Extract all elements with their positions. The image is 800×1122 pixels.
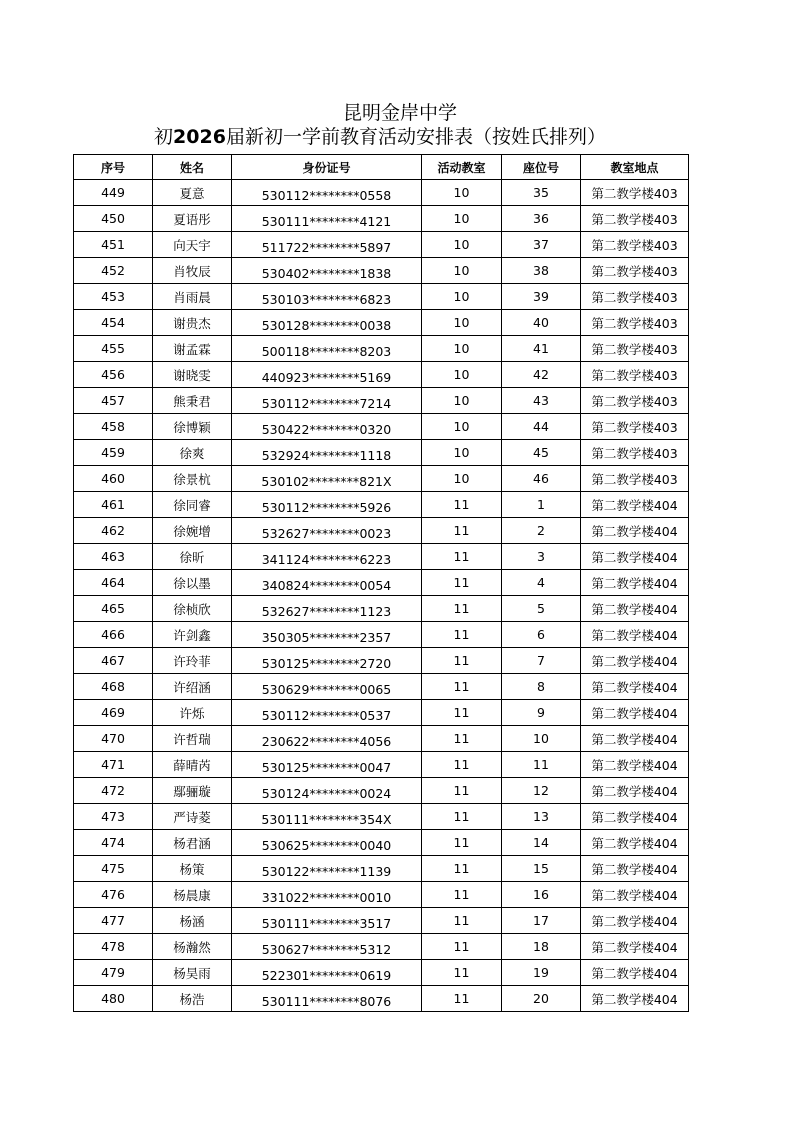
cell-classroom: 10 xyxy=(422,284,502,310)
cell-seat: 14 xyxy=(502,830,581,856)
cell-name: 徐景杭 xyxy=(153,466,232,492)
cell-seq: 450 xyxy=(74,206,153,232)
table-row xyxy=(74,700,689,726)
table-row xyxy=(74,388,689,414)
cell-seat: 18 xyxy=(502,934,581,960)
cell-classroom: 11 xyxy=(422,700,502,726)
cell-name: 许烁 xyxy=(153,700,232,726)
cell-id xyxy=(232,518,422,544)
cell-seq: 457 xyxy=(74,388,153,414)
cell-id xyxy=(232,570,422,596)
id-number-text: 532627********0023 xyxy=(261,526,392,541)
table-row xyxy=(74,778,689,804)
cell-seq: 461 xyxy=(74,492,153,518)
cell-seq: 455 xyxy=(74,336,153,362)
cell-name: 谢贵杰 xyxy=(153,310,232,336)
cell-name: 鄢骊璇 xyxy=(153,778,232,804)
table-row xyxy=(74,934,689,960)
cell-name: 杨瀚然 xyxy=(153,934,232,960)
cell-name: 徐昕 xyxy=(153,544,232,570)
cell-classroom: 11 xyxy=(422,882,502,908)
cell-id xyxy=(232,908,422,934)
cell-name: 向天宇 xyxy=(153,232,232,258)
cell-id xyxy=(232,180,422,206)
cell-id xyxy=(232,648,422,674)
id-number-text: 500118********8203 xyxy=(261,344,392,359)
cell-classroom: 11 xyxy=(422,778,502,804)
table-body xyxy=(74,180,689,1012)
id-number-text: 341124********6223 xyxy=(261,552,392,567)
cell-name: 许绍涵 xyxy=(153,674,232,700)
cell-classroom: 10 xyxy=(422,310,502,336)
cell-location: 第二教学楼403 xyxy=(581,466,689,492)
cell-seat: 38 xyxy=(502,258,581,284)
cell-seat: 36 xyxy=(502,206,581,232)
id-number-text: 530112********0537 xyxy=(261,708,392,723)
cell-id xyxy=(232,492,422,518)
id-number-text: 530111********354X xyxy=(261,812,392,827)
cell-name: 许剑鑫 xyxy=(153,622,232,648)
column-header-location: 教室地点 xyxy=(581,155,689,180)
table-row xyxy=(74,570,689,596)
id-number-text: 530128********0038 xyxy=(261,318,392,333)
cell-seq: 475 xyxy=(74,856,153,882)
id-number-text: 440923********5169 xyxy=(261,370,392,385)
cell-classroom: 10 xyxy=(422,180,502,206)
cell-location: 第二教学楼404 xyxy=(581,960,689,986)
cell-seq: 458 xyxy=(74,414,153,440)
cell-seat: 41 xyxy=(502,336,581,362)
cell-location: 第二教学楼403 xyxy=(581,414,689,440)
cell-seat: 7 xyxy=(502,648,581,674)
cell-seq: 463 xyxy=(74,544,153,570)
column-header-name: 姓名 xyxy=(153,155,232,180)
cell-classroom: 11 xyxy=(422,726,502,752)
cell-name: 严诗菱 xyxy=(153,804,232,830)
cell-seat: 13 xyxy=(502,804,581,830)
cell-seq: 479 xyxy=(74,960,153,986)
title-year: 2026 xyxy=(173,126,226,148)
cell-id xyxy=(232,440,422,466)
cell-location: 第二教学楼404 xyxy=(581,700,689,726)
cell-seat: 45 xyxy=(502,440,581,466)
title-prefix: 初 xyxy=(154,126,174,148)
cell-name: 徐以墨 xyxy=(153,570,232,596)
cell-seq: 477 xyxy=(74,908,153,934)
cell-seq: 466 xyxy=(74,622,153,648)
cell-seq: 452 xyxy=(74,258,153,284)
cell-seat: 6 xyxy=(502,622,581,648)
cell-classroom: 11 xyxy=(422,518,502,544)
column-header-classroom: 活动教室 xyxy=(422,155,502,180)
table-header-row xyxy=(74,155,689,180)
cell-id xyxy=(232,674,422,700)
cell-classroom: 10 xyxy=(422,258,502,284)
cell-location: 第二教学楼404 xyxy=(581,986,689,1012)
cell-location: 第二教学楼403 xyxy=(581,180,689,206)
cell-classroom: 11 xyxy=(422,622,502,648)
cell-seat: 9 xyxy=(502,700,581,726)
cell-seat: 44 xyxy=(502,414,581,440)
cell-name: 夏意 xyxy=(153,180,232,206)
cell-seq: 472 xyxy=(74,778,153,804)
cell-id xyxy=(232,778,422,804)
cell-seq: 467 xyxy=(74,648,153,674)
table-row xyxy=(74,830,689,856)
id-number-text: 530111********4121 xyxy=(261,214,392,229)
id-number-text: 530625********0040 xyxy=(261,838,392,853)
cell-location: 第二教学楼403 xyxy=(581,362,689,388)
cell-classroom: 11 xyxy=(422,804,502,830)
id-number-text: 511722********5897 xyxy=(261,240,392,255)
cell-classroom: 11 xyxy=(422,752,502,778)
cell-id xyxy=(232,804,422,830)
table-row xyxy=(74,856,689,882)
table-row xyxy=(74,882,689,908)
cell-name: 杨浩 xyxy=(153,986,232,1012)
cell-id xyxy=(232,960,422,986)
cell-seq: 480 xyxy=(74,986,153,1012)
cell-location: 第二教学楼404 xyxy=(581,648,689,674)
cell-name: 许哲瑞 xyxy=(153,726,232,752)
cell-seat: 42 xyxy=(502,362,581,388)
cell-id xyxy=(232,544,422,570)
cell-name: 徐同睿 xyxy=(153,492,232,518)
cell-name: 谢晓雯 xyxy=(153,362,232,388)
table-row xyxy=(74,284,689,310)
cell-seat: 11 xyxy=(502,752,581,778)
cell-id xyxy=(232,986,422,1012)
id-number-text: 230622********4056 xyxy=(261,734,392,749)
student-roster-table xyxy=(73,154,689,1012)
cell-seat: 10 xyxy=(502,726,581,752)
cell-seq: 476 xyxy=(74,882,153,908)
cell-classroom: 10 xyxy=(422,440,502,466)
cell-seq: 460 xyxy=(74,466,153,492)
cell-classroom: 10 xyxy=(422,466,502,492)
cell-classroom: 11 xyxy=(422,674,502,700)
cell-classroom: 11 xyxy=(422,856,502,882)
id-number-text: 530125********0047 xyxy=(261,760,392,775)
cell-seq: 471 xyxy=(74,752,153,778)
cell-seat: 39 xyxy=(502,284,581,310)
cell-id xyxy=(232,700,422,726)
table-row xyxy=(74,596,689,622)
id-number-text: 530627********5312 xyxy=(261,942,392,957)
cell-location: 第二教学楼404 xyxy=(581,544,689,570)
table-row xyxy=(74,544,689,570)
table-row xyxy=(74,960,689,986)
id-number-text: 530629********0065 xyxy=(261,682,392,697)
table-row xyxy=(74,986,689,1012)
id-number-text: 530124********0024 xyxy=(261,786,392,801)
cell-id xyxy=(232,934,422,960)
cell-seq: 451 xyxy=(74,232,153,258)
cell-name: 徐博颖 xyxy=(153,414,232,440)
cell-classroom: 10 xyxy=(422,414,502,440)
cell-location: 第二教学楼403 xyxy=(581,440,689,466)
cell-seq: 456 xyxy=(74,362,153,388)
table-row xyxy=(74,518,689,544)
cell-location: 第二教学楼403 xyxy=(581,232,689,258)
cell-location: 第二教学楼404 xyxy=(581,674,689,700)
cell-name: 徐爽 xyxy=(153,440,232,466)
cell-name: 杨策 xyxy=(153,856,232,882)
cell-location: 第二教学楼404 xyxy=(581,752,689,778)
table-row xyxy=(74,440,689,466)
cell-id xyxy=(232,752,422,778)
cell-seq: 468 xyxy=(74,674,153,700)
cell-name: 夏语彤 xyxy=(153,206,232,232)
id-number-text: 530112********7214 xyxy=(261,396,392,411)
cell-location: 第二教学楼404 xyxy=(581,830,689,856)
cell-classroom: 10 xyxy=(422,232,502,258)
cell-seq: 454 xyxy=(74,310,153,336)
cell-seat: 46 xyxy=(502,466,581,492)
id-number-text: 530111********8076 xyxy=(261,994,392,1009)
cell-name: 肖牧辰 xyxy=(153,258,232,284)
table-row xyxy=(74,674,689,700)
cell-classroom: 11 xyxy=(422,648,502,674)
cell-classroom: 11 xyxy=(422,908,502,934)
table-row xyxy=(74,336,689,362)
table-row xyxy=(74,466,689,492)
cell-name: 杨昊雨 xyxy=(153,960,232,986)
cell-location: 第二教学楼404 xyxy=(581,726,689,752)
table-row xyxy=(74,752,689,778)
cell-classroom: 10 xyxy=(422,388,502,414)
id-number-text: 530103********6823 xyxy=(261,292,392,307)
cell-name: 杨君涵 xyxy=(153,830,232,856)
cell-name: 谢孟霖 xyxy=(153,336,232,362)
cell-id xyxy=(232,414,422,440)
cell-seq: 462 xyxy=(74,518,153,544)
cell-classroom: 11 xyxy=(422,960,502,986)
cell-name: 许玲菲 xyxy=(153,648,232,674)
cell-classroom: 11 xyxy=(422,830,502,856)
table-row xyxy=(74,648,689,674)
cell-seat: 3 xyxy=(502,544,581,570)
cell-seq: 459 xyxy=(74,440,153,466)
cell-name: 杨晨康 xyxy=(153,882,232,908)
id-number-text: 331022********0010 xyxy=(261,890,392,905)
cell-id xyxy=(232,258,422,284)
cell-id xyxy=(232,284,422,310)
cell-name: 薛晴芮 xyxy=(153,752,232,778)
cell-classroom: 11 xyxy=(422,596,502,622)
cell-seat: 20 xyxy=(502,986,581,1012)
cell-classroom: 11 xyxy=(422,492,502,518)
cell-id xyxy=(232,388,422,414)
cell-seat: 19 xyxy=(502,960,581,986)
cell-id xyxy=(232,232,422,258)
cell-id xyxy=(232,336,422,362)
cell-seat: 2 xyxy=(502,518,581,544)
cell-seq: 474 xyxy=(74,830,153,856)
cell-location: 第二教学楼404 xyxy=(581,934,689,960)
cell-seq: 465 xyxy=(74,596,153,622)
cell-name: 杨涵 xyxy=(153,908,232,934)
school-name: 昆明金岸中学 xyxy=(342,102,457,124)
id-number-text: 532627********1123 xyxy=(261,604,392,619)
cell-seat: 37 xyxy=(502,232,581,258)
cell-seat: 16 xyxy=(502,882,581,908)
cell-id xyxy=(232,466,422,492)
table-row xyxy=(74,726,689,752)
cell-seq: 453 xyxy=(74,284,153,310)
id-number-text: 530111********3517 xyxy=(261,916,392,931)
id-number-text: 350305********2357 xyxy=(261,630,392,645)
table-row xyxy=(74,492,689,518)
cell-location: 第二教学楼404 xyxy=(581,778,689,804)
cell-classroom: 11 xyxy=(422,934,502,960)
cell-seat: 15 xyxy=(502,856,581,882)
cell-classroom: 10 xyxy=(422,336,502,362)
cell-location: 第二教学楼404 xyxy=(581,908,689,934)
id-number-text: 530112********0558 xyxy=(261,188,392,203)
cell-location: 第二教学楼404 xyxy=(581,804,689,830)
cell-seat: 43 xyxy=(502,388,581,414)
cell-id xyxy=(232,830,422,856)
cell-seat: 35 xyxy=(502,180,581,206)
cell-id xyxy=(232,206,422,232)
cell-seq: 478 xyxy=(74,934,153,960)
cell-id xyxy=(232,622,422,648)
cell-location: 第二教学楼403 xyxy=(581,258,689,284)
cell-location: 第二教学楼404 xyxy=(581,622,689,648)
table-row xyxy=(74,180,689,206)
cell-location: 第二教学楼403 xyxy=(581,388,689,414)
column-header-id: 身份证号 xyxy=(232,155,422,180)
cell-location: 第二教学楼403 xyxy=(581,310,689,336)
id-number-text: 340824********0054 xyxy=(261,578,392,593)
id-number-text: 530125********2720 xyxy=(261,656,392,671)
cell-classroom: 11 xyxy=(422,570,502,596)
cell-seat: 5 xyxy=(502,596,581,622)
column-header-seq: 序号 xyxy=(74,155,153,180)
cell-seq: 449 xyxy=(74,180,153,206)
cell-id xyxy=(232,310,422,336)
cell-id xyxy=(232,362,422,388)
table-row xyxy=(74,232,689,258)
cell-name: 熊秉君 xyxy=(153,388,232,414)
cell-id xyxy=(232,882,422,908)
cell-seq: 464 xyxy=(74,570,153,596)
id-number-text: 530102********821X xyxy=(261,474,392,489)
id-number-text: 522301********0619 xyxy=(261,968,392,983)
cell-location: 第二教学楼403 xyxy=(581,336,689,362)
table-row xyxy=(74,310,689,336)
cell-seat: 12 xyxy=(502,778,581,804)
cell-id xyxy=(232,726,422,752)
cell-seat: 4 xyxy=(502,570,581,596)
cell-classroom: 10 xyxy=(422,362,502,388)
document-title xyxy=(0,124,760,150)
table-row xyxy=(74,258,689,284)
title-suffix: 届新初一学前教育活动安排表（按姓氏排列） xyxy=(225,126,606,148)
table-row xyxy=(74,908,689,934)
cell-location: 第二教学楼403 xyxy=(581,284,689,310)
table-row xyxy=(74,414,689,440)
cell-classroom: 10 xyxy=(422,206,502,232)
table-row xyxy=(74,804,689,830)
id-number-text: 530402********1838 xyxy=(261,266,392,281)
table-row xyxy=(74,362,689,388)
cell-id xyxy=(232,596,422,622)
cell-location: 第二教学楼404 xyxy=(581,492,689,518)
cell-seat: 17 xyxy=(502,908,581,934)
cell-location: 第二教学楼404 xyxy=(581,518,689,544)
cell-location: 第二教学楼404 xyxy=(581,882,689,908)
id-number-text: 532924********1118 xyxy=(261,448,392,463)
cell-name: 徐婉增 xyxy=(153,518,232,544)
id-number-text: 530422********0320 xyxy=(261,422,392,437)
cell-classroom: 11 xyxy=(422,544,502,570)
cell-id xyxy=(232,856,422,882)
id-number-text: 530112********5926 xyxy=(261,500,392,515)
cell-location: 第二教学楼403 xyxy=(581,206,689,232)
cell-classroom: 11 xyxy=(422,986,502,1012)
cell-seq: 473 xyxy=(74,804,153,830)
cell-location: 第二教学楼404 xyxy=(581,856,689,882)
cell-location: 第二教学楼404 xyxy=(581,570,689,596)
column-header-seat: 座位号 xyxy=(502,155,581,180)
cell-name: 肖雨晨 xyxy=(153,284,232,310)
cell-seq: 470 xyxy=(74,726,153,752)
table-row xyxy=(74,206,689,232)
cell-name: 徐桢欣 xyxy=(153,596,232,622)
id-number-text: 530122********1139 xyxy=(261,864,392,879)
table-row xyxy=(74,622,689,648)
cell-seat: 8 xyxy=(502,674,581,700)
cell-seq: 469 xyxy=(74,700,153,726)
cell-location: 第二教学楼404 xyxy=(581,596,689,622)
cell-seat: 40 xyxy=(502,310,581,336)
cell-seat: 1 xyxy=(502,492,581,518)
